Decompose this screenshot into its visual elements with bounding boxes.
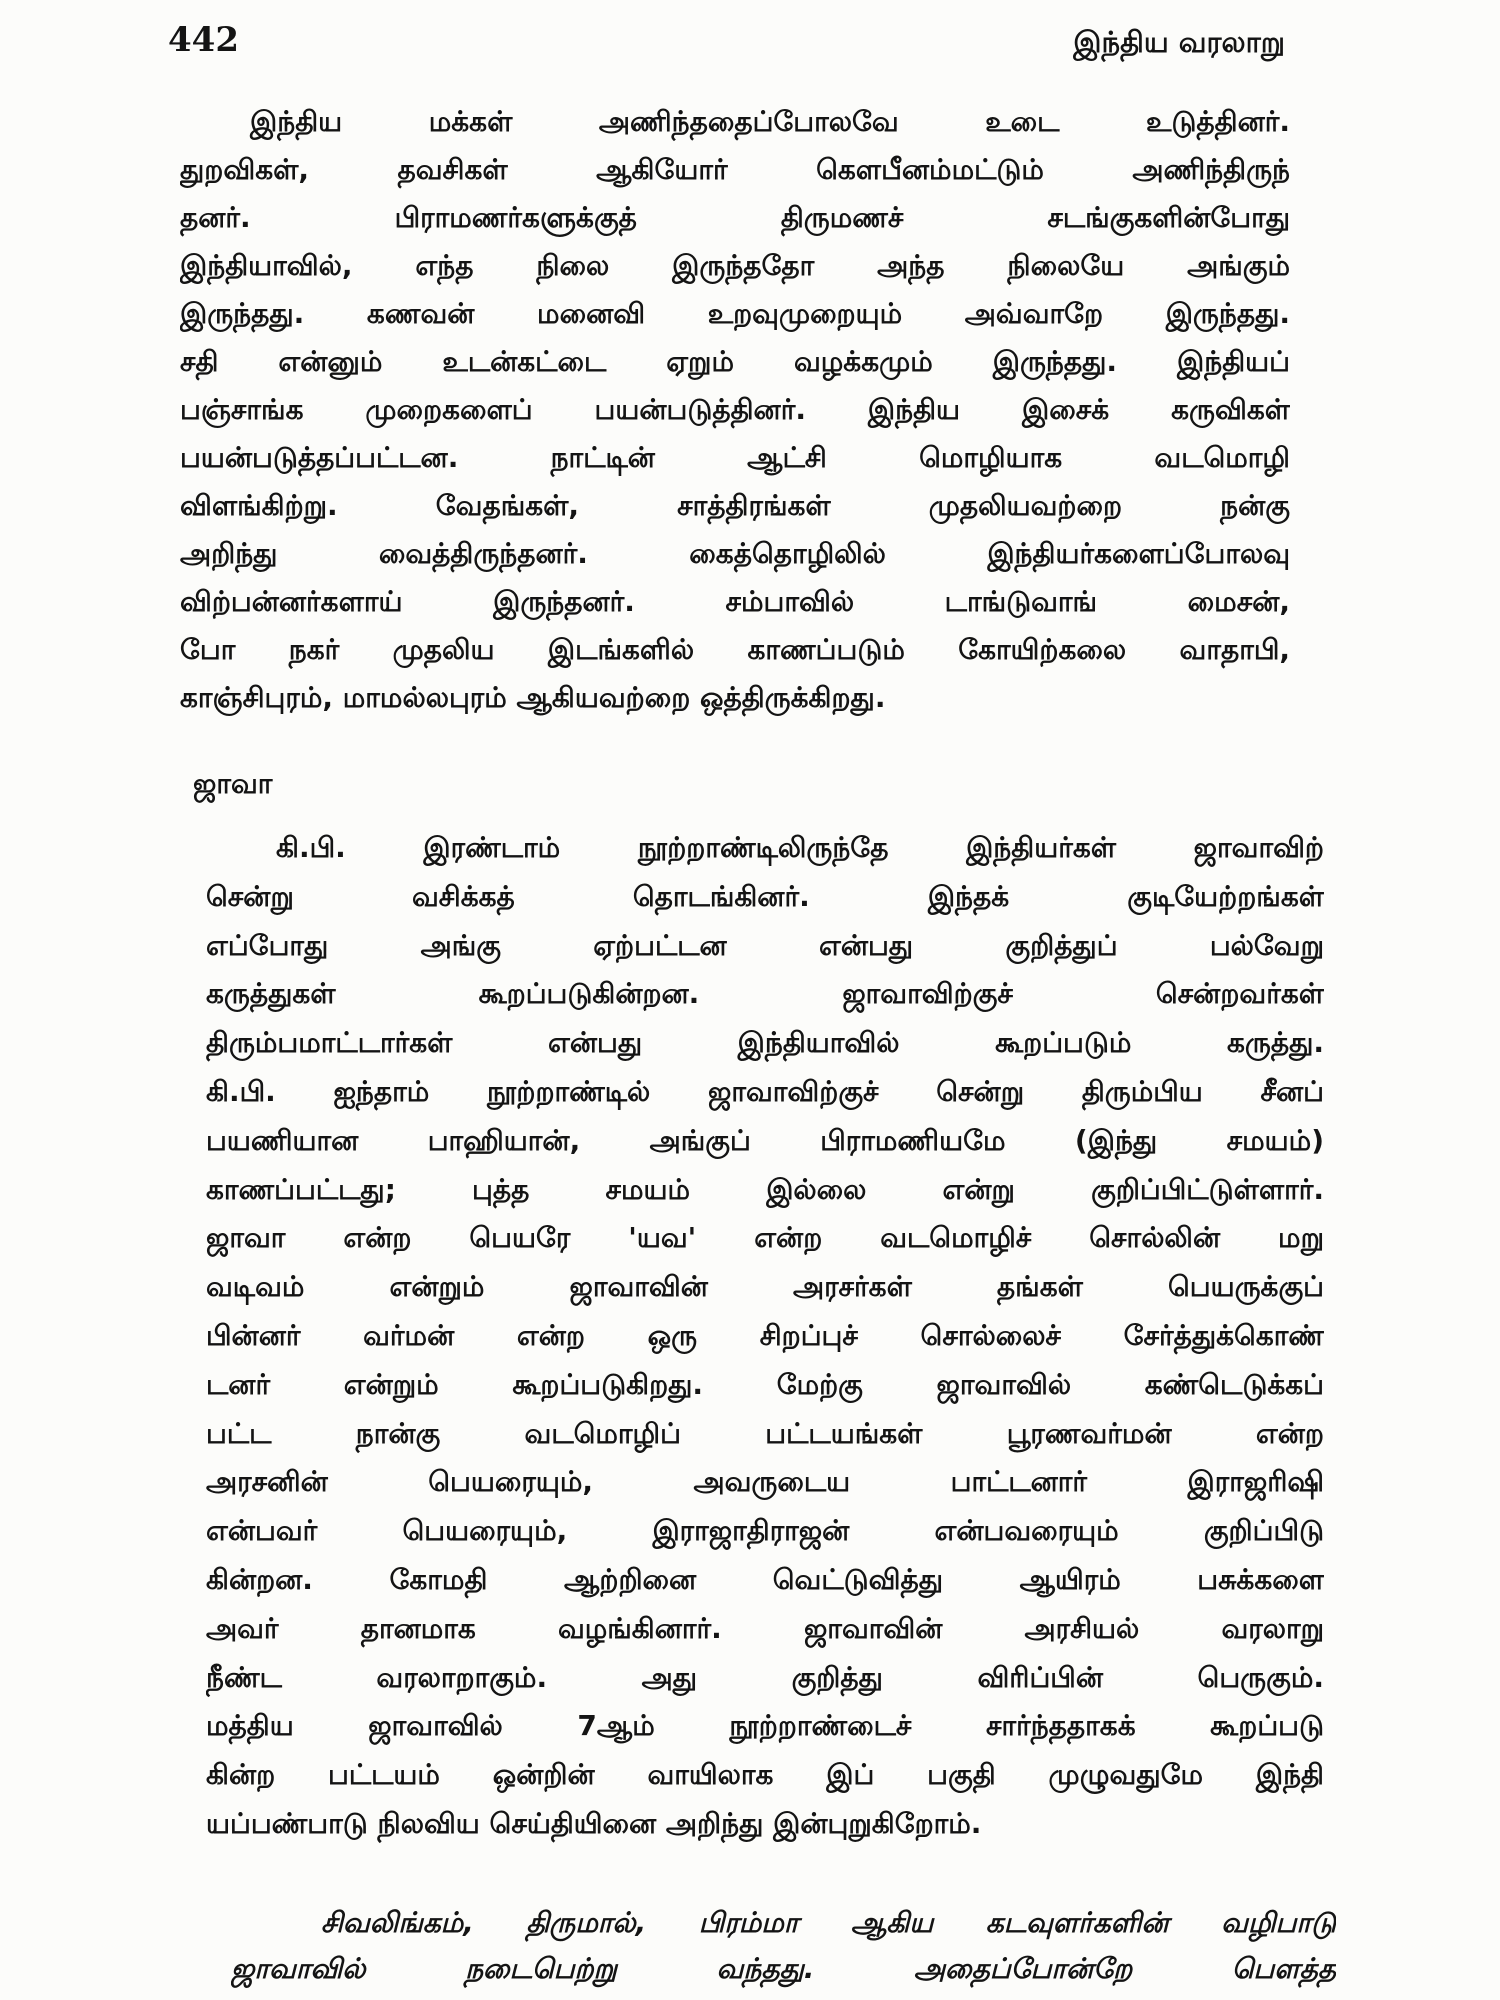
text-line: கி.பி. இரண்டாம் நூற்றாண்டிலிருந்தே இந்தியர்கள் ஜாவாவிற் — [276, 831, 1324, 864]
text-line: பயன்படுத்தப்பட்டன. நாட்டின் ஆட்சி மொழியாக வடமொழி — [180, 441, 1290, 474]
text-line: அரசனின் பெயரையும், அவருடைய பாட்டனார் இராஜரிஷி — [206, 1465, 1324, 1499]
text-line: காணப்பட்டது; புத்த சமயம் இல்லை என்று குறிப்பிட்டுள்ளார். — [206, 1172, 1324, 1206]
paragraph-1 — [180, 98, 1290, 722]
text-line: கின்றன. கோமதி ஆற்றினை வெட்டுவித்து ஆயிரம் பசுக்களை — [206, 1562, 1324, 1596]
text-line: பின்னர் வர்மன் என்ற ஒரு சிறப்புச் சொல்லைச் சேர்த்துக்கொண் — [206, 1318, 1324, 1352]
text-line: விற்பன்னர்களாய் இருந்தனர். சம்பாவில் டாங்டுவாங் மைசன், — [180, 585, 1290, 618]
text-line: துறவிகள், தவசிகள் ஆகியோர் கௌபீனம்மட்டும் அணிந்திருந் — [180, 153, 1290, 186]
section-heading: ஜாவா — [193, 767, 273, 800]
text-line: போ நகர் முதலிய இடங்களில் காணப்படும் கோயிற்கலை வாதாபி, — [180, 633, 1290, 666]
text-line: கி.பி. ஐந்தாம் நூற்றாண்டில் ஜாவாவிற்குச் சென்று திரும்பிய சீனப் — [206, 1074, 1324, 1108]
text-line: இருந்தது. கணவன் மனைவி உறவுமுறையும் அவ்வாறே இருந்தது. — [180, 297, 1290, 330]
paragraph-2 — [206, 824, 1324, 1849]
text-line: யப்பண்பாடு நிலவிய செய்தியினை அறிந்து இன்புறுகிறோம். — [206, 1806, 982, 1840]
text-line: பயணியான பாஹியான், அங்குப் பிராமணியமே (இந்து சமயம்) — [206, 1123, 1324, 1157]
text-line: சிவலிங்கம், திருமால், பிரம்மா ஆகிய கடவுளர்களின் வழிபாடு — [321, 1906, 1336, 1939]
text-line: டனர் என்றும் கூறப்படுகிறது. மேற்கு ஜாவாவில் கண்டெடுக்கப் — [206, 1367, 1324, 1401]
text-line: கின்ற பட்டயம் ஒன்றின் வாயிலாக இப் பகுதி முழுவதுமே இந்தி — [206, 1758, 1324, 1792]
text-line: நீண்ட வரலாறாகும். அது குறித்து விரிப்பின் பெருகும். — [206, 1660, 1324, 1694]
text-line: ஜாவாவில் நடைபெற்று வந்தது. அதைப்போன்றே பௌத்த — [231, 1952, 1336, 1985]
text-line: அறிந்து வைத்திருந்தனர். கைத்தொழிலில் இந்தியர்களைப்போலவு — [180, 537, 1290, 570]
text-line: வடிவம் என்றும் ஜாவாவின் அரசர்கள் தங்கள் பெயருக்குப் — [206, 1270, 1324, 1304]
text-line: இந்தியாவில், எந்த நிலை இருந்ததோ அந்த நிலையே அங்கும் — [180, 249, 1290, 282]
text-line: சதி என்னும் உடன்கட்டை ஏறும் வழக்கமும் இருந்தது. இந்தியப் — [180, 345, 1290, 378]
text-line: காஞ்சிபுரம், மாமல்லபுரம் ஆகியவற்றை ஒத்திருக்கிறது. — [180, 681, 886, 714]
text-line: விளங்கிற்று. வேதங்கள், சாத்திரங்கள் முதலியவற்றை நன்கு — [180, 489, 1290, 522]
page-number: 442 — [168, 20, 239, 60]
text-line: சென்று வசிக்கத் தொடங்கினர். இந்தக் குடியேற்றங்கள் — [206, 879, 1324, 913]
text-line: திரும்பமாட்டார்கள் என்பது இந்தியாவில் கூறப்படும் கருத்து. — [206, 1026, 1324, 1060]
text-line: எப்போது அங்கு ஏற்பட்டன என்பது குறித்துப் பல்வேறு — [206, 928, 1324, 962]
text-line: தனர். பிராமணர்களுக்குத் திருமணச் சடங்குகளின்போது — [180, 201, 1290, 234]
text-line: பட்ட நான்கு வடமொழிப் பட்டயங்கள் பூரணவர்மன் என்ற — [206, 1416, 1324, 1450]
text-line: ஜாவா என்ற பெயரே 'யவ' என்ற வடமொழிச் சொல்லின் மறு — [206, 1221, 1324, 1255]
paragraph-3 — [231, 1900, 1336, 1992]
text-line: பஞ்சாங்க முறைகளைப் பயன்படுத்தினர். இந்திய இசைக் கருவிகள் — [180, 393, 1290, 426]
text-line: மத்திய ஜாவாவில் 7ஆம் நூற்றாண்டைச் சார்ந்ததாகக் கூறப்படு — [206, 1709, 1324, 1743]
text-line: இந்திய மக்கள் அணிந்ததைப்போலவே உடை உடுத்தினர். — [250, 105, 1290, 138]
running-head: இந்திய வரலாறு — [1073, 25, 1285, 59]
text-line: கருத்துகள் கூறப்படுகின்றன. ஜாவாவிற்குச் சென்றவர்கள் — [206, 977, 1324, 1011]
text-line: என்பவர் பெயரையும், இராஜாதிராஜன் என்பவரையும் குறிப்பிடு — [206, 1514, 1324, 1548]
text-line: அவர் தானமாக வழங்கினார். ஜாவாவின் அரசியல் வரலாறு — [206, 1611, 1324, 1645]
